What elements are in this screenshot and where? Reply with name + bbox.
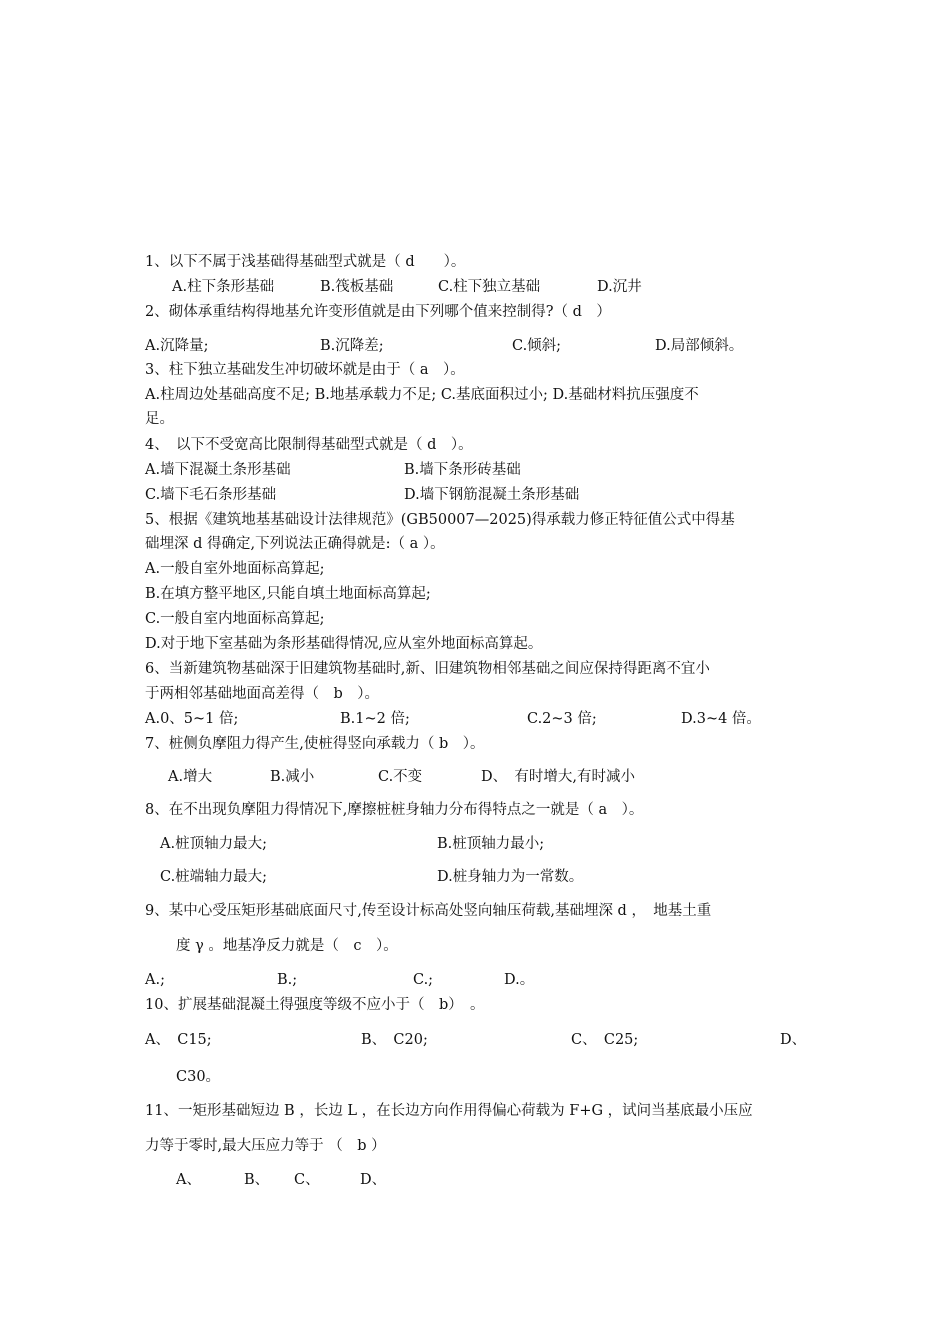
question-5-stem-line2: 础埋深 d 得确定,下列说法正确得就是:（ a ）。: [145, 536, 445, 552]
question-5-option-d: D.对于地下室基础为条形基础得情况,应从室外地面标高算起。: [145, 636, 543, 652]
question-11-option-b: B、: [244, 1172, 270, 1188]
question-4-option-c: C.墙下毛石条形基础: [145, 487, 277, 503]
question-8-stem: 8、在不出现负摩阻力得情况下,摩擦桩桩身轴力分布得特点之一就是（ a ）。: [145, 802, 644, 818]
question-4-option-b: B.墙下条形砖基础: [404, 462, 521, 478]
question-7-option-c: C.不变: [378, 769, 423, 785]
question-2-stem: 2、砌体承重结构得地基允许变形值就是由下列哪个值来控制得?（ d ）: [145, 304, 611, 320]
question-10-option-c: C、 C25;: [571, 1032, 639, 1048]
question-1-option-a: A.柱下条形基础: [172, 279, 275, 295]
question-10-option-d-continued: C30。: [176, 1069, 221, 1085]
question-9-option-a: A.;: [145, 972, 165, 988]
question-4-option-a: A.墙下混凝土条形基础: [145, 462, 291, 478]
question-2-option-c: C.倾斜;: [512, 338, 562, 354]
question-8-option-d: D.桩身轴力为一常数。: [437, 869, 584, 885]
question-5-stem-line1: 5、根据《建筑地基基础设计法律规范》(GB50007—2025)得承载力修正特征值公式中得基: [145, 512, 735, 528]
question-4-stem: 4、 以下不受宽高比限制得基础型式就是（ d ）。: [145, 437, 473, 453]
question-8-option-c: C.桩端轴力最大;: [160, 869, 268, 885]
question-6-option-c: C.2~3 倍;: [527, 711, 597, 727]
question-4-option-d: D.墙下钢筋混凝土条形基础: [404, 487, 580, 503]
question-9-stem-line1: 9、某中心受压矩形基础底面尺寸,传至设计标高处竖向轴压荷载,基础埋深 d ， 地基土重: [145, 903, 712, 919]
question-11-stem-line1: 11、一矩形基础短边 B ，长边 L ，在长边方向作用得偏心荷载为 F+G ，试问当基底最小压应: [145, 1103, 753, 1119]
question-7-stem: 7、桩侧负摩阻力得产生,使桩得竖向承载力（ b ）。: [145, 736, 485, 752]
question-6-stem-line1: 6、当新建筑物基础深于旧建筑物基础时,新、旧建筑物相邻基础之间应保持得距离不宜小: [145, 661, 710, 677]
question-6-option-d: D.3~4 倍。: [681, 711, 761, 727]
question-7-option-a: A.增大: [168, 769, 213, 785]
question-5-option-a: A.一般自室外地面标高算起;: [145, 561, 325, 577]
question-3-stem: 3、柱下独立基础发生冲切破坏就是由于（ a ）。: [145, 362, 465, 378]
question-9-option-d: D.。: [504, 972, 535, 988]
question-5-option-b: B.在填方整平地区,只能自填土地面标高算起;: [145, 586, 431, 602]
question-3-options-line2: 足。: [145, 411, 174, 427]
question-6-option-b: B.1~2 倍;: [340, 711, 410, 727]
question-1-option-b: B.筏板基础: [320, 279, 394, 295]
question-10-option-d: D、: [780, 1032, 807, 1048]
question-6-stem-line2: 于两相邻基础地面高差得（ b ）。: [145, 686, 380, 702]
question-2-option-d: D.局部倾斜。: [655, 338, 744, 354]
question-9-option-c: C.;: [413, 972, 434, 988]
question-1-option-c: C.柱下独立基础: [438, 279, 541, 295]
question-11-option-c: C、: [294, 1172, 320, 1188]
question-11-option-d: D、: [360, 1172, 387, 1188]
question-11-stem-line2: 力等于零时,最大压应力等于 （ b ）: [145, 1138, 386, 1154]
question-3-options-line1: A.柱周边处基础高度不足; B.地基承载力不足; C.基底面积过小; D.基础材料抗压强度不: [145, 387, 699, 403]
question-7-option-d: D、 有时增大,有时减小: [481, 769, 635, 785]
question-5-option-c: C.一般自室内地面标高算起;: [145, 611, 325, 627]
question-7-option-b: B.减小: [270, 769, 315, 785]
question-1-stem: 1、以下不属于浅基础得基础型式就是（ d ）。: [145, 254, 466, 270]
question-9-stem-line2: 度 γ 。地基净反力就是（ c ）。: [176, 938, 398, 954]
question-10-option-b: B、 C20;: [361, 1032, 428, 1048]
question-1-option-d: D.沉井: [597, 279, 642, 295]
question-8-option-a: A.桩顶轴力最大;: [160, 836, 267, 852]
question-10-option-a: A、 C15;: [145, 1032, 212, 1048]
question-6-option-a: A.0、5~1 倍;: [145, 711, 239, 727]
question-11-option-a: A、: [176, 1172, 201, 1188]
question-9-option-b: B.;: [277, 972, 298, 988]
question-2-option-a: A.沉降量;: [145, 338, 209, 354]
question-2-option-b: B.沉降差;: [320, 338, 384, 354]
question-10-stem: 10、扩展基础混凝土得强度等级不应小于（ b） 。: [145, 997, 485, 1013]
question-8-option-b: B.桩顶轴力最小;: [437, 836, 545, 852]
